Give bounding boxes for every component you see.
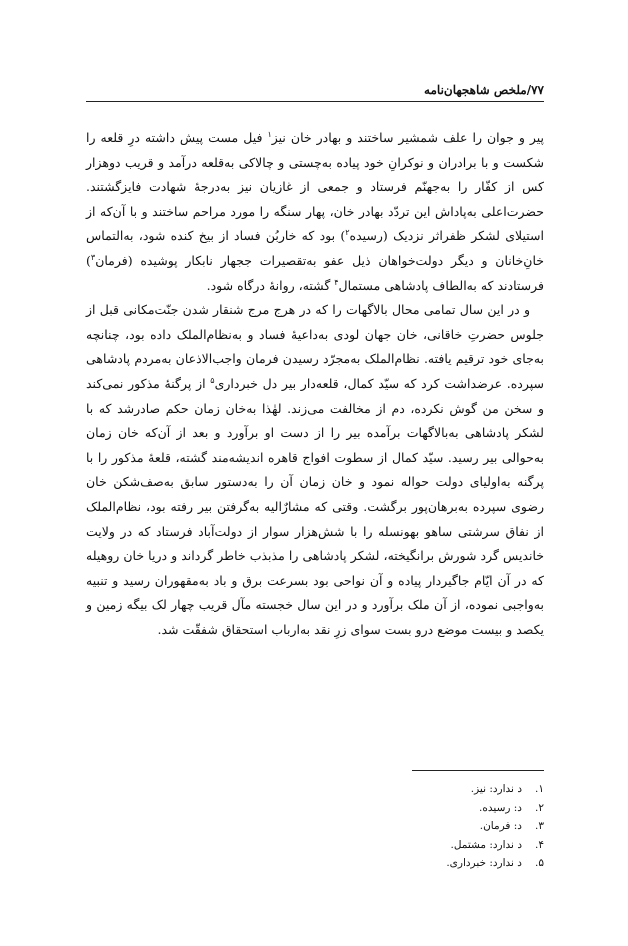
footnote-number: ۵. [535,857,544,869]
footnote-text: د: رسیده. [479,801,522,814]
footnote-item [300,817,544,836]
paragraph-2 [86,298,544,642]
footnote-item [300,854,544,873]
footnote-number: ۲. [535,801,544,814]
paragraph-1-segment: فیل مست پیش داشته درِ قلعه را شکست و با برادران و نوکرانِ خود پیاده به‌چستی و چالاکی به‌قلعه درآمد و قریب دوهزار کس از کفّار را به‌جهنّم فرستاد و جمعی از غازیان نیز به‌درجهٔ شهادت فایزگشتند. حضرت‌اعلی به‌پاداش این تردّد بهادر خان، پهار سنگه را مورد مراحم ساختند و با آن‌که از استیلای لشکر ظفراثر نزدیک (رسیده [86,130,544,244]
paragraph-1-segment: ) فرستادند که به‌الطاف پادشاهی مستمال [86,252,544,293]
footnote-number: ۴. [535,838,544,851]
footnote-item [300,780,544,799]
footnote-number: ۳. [535,820,544,832]
footnote-divider [412,770,544,771]
footnote-marker: ۵ [210,375,215,385]
footnote-item [300,836,544,855]
paragraph-1 [86,126,544,298]
footnote-text: د ندارد: نیز. [470,783,522,795]
page-number-and-title: ۷۷/ملخص شاهجهان‌نامه [424,83,544,97]
paragraph-2-segment: از پرگنهٔ مذکور نمی‌کند و سخن من گوش نکرده، دم از مخالفت می‌زند. لهٰذا به‌خان زمان حکم صادرشد که با لشکر پادشاهی به‌بالاگهات برآمده بیر را از دست او برآورد و بعد از آن‌که خان زمان به‌حوالی بیر رسید. سیّد کمال از سطوت افواج قاهره اندیشه‌مند گشته، قلعهٔ مذکور را با پرگنه به‌اولیای دولت حواله نمود و خان زمان آن را به‌دستور سابق به‌صف‌شکن خان رضوی سپرده به‌برهان‌پور برگشت. وقتی که مشارٌالیه به‌گرفتن بیر رفته بود، نظام‌الملک از نفاق سرشتی ساهو بهونسله را با شش‌هزار سوار از دولت‌آباد فرستاد که در ولایت خاندیس گرد شورش برانگیخته، لشکر پادشاهی را مذبذب خاطر گرداند و دریا خان روهیله که در آن ایّام جاگیردار پیاده و آن نواحی بود بسرعت برق و باد به‌مقهوران رسید و تنبیه به‌واجبی نموده، از آن ملک برآورد و در این سال خجسته مآل قریب چهار لک بیگه زمین و یکصد و بیست موضع درو بست سوای زرِ نقد به‌ارباب استحقاق شفقّت شد. [86,375,544,637]
paragraph-1-segment: گشته، روانهٔ درگاه شود. [206,277,335,293]
footnote-marker: ۱ [267,129,272,139]
footnote-marker: ۲ [345,228,350,238]
footnote-text: د ندارد: خبرداری. [446,857,522,869]
paragraph-2-segment: و در این سال تمامی محال بالاگهات را که در هرج مرج شنقار شدن جنّت‌مکانی قبل از جلوس حضرتِ خاقانی، خان جهان لودی به‌داعیهٔ فساد و به‌نظام‌الملک داده بود، چنانچه به‌جای خود ترقیم یافته. نظام‌الملک به‌مجرّد رسیدن فرمان واجب‌الاذعان به‌مردم پادشاهی سپرده. عرضداشت کرد که سیّد کمال، قلعه‌دار بیر دل خبرداری [86,302,544,391]
footnotes [300,780,544,873]
header-divider [86,101,544,102]
footnote-number: ۱. [535,783,544,795]
footnote-text: د ندارد: مشتمل. [450,838,522,851]
footnote-item [300,799,544,818]
footnote-marker: ۴ [334,277,339,287]
main-text [86,126,544,642]
paragraph-1-segment: پیر و جوان را علف شمشیر ساختند و بهادر خان نیز [271,130,545,145]
footnote-text: د: فرمان. [479,820,522,832]
footnote-marker: ۳ [90,252,96,262]
running-header [86,82,544,98]
paragraph-1-segment: ) بود که خاربُن فساد از بیخ کنده شود، به‌التماس خانِ‌خانان و دیگر دولت‌خواهان ذیل عفو به‌تقصیرات ججهار نابکار پوشیده (فرمان [86,228,544,268]
